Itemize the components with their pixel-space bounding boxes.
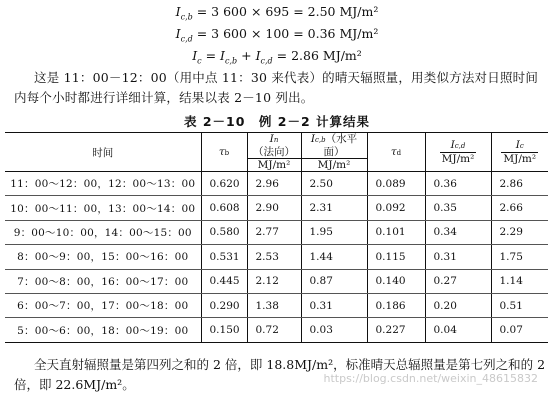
- cell-tau-b: 0.580: [201, 220, 247, 244]
- eq-rhs: = I: [205, 48, 225, 63]
- header-ic: [491, 133, 548, 172]
- cell-icd: 0.34: [425, 220, 491, 244]
- cell-icd: 0.35: [425, 196, 491, 220]
- header-in-unit: MJ/m²: [257, 159, 291, 171]
- header-ic-sub: c: [519, 142, 524, 150]
- cell-in: 0.72: [247, 318, 301, 342]
- cell-tau-d: 0.140: [367, 269, 425, 293]
- cell-time: 10：00～11：00，13：00～14：00: [5, 196, 201, 220]
- cell-icb: 0.03: [301, 318, 367, 342]
- header-in: [247, 133, 301, 172]
- header-tau-b: [201, 133, 247, 172]
- header-ic-unit: MJ/m²: [503, 153, 537, 165]
- header-icd-symbol: I: [450, 139, 455, 151]
- cell-tau-d: 0.227: [367, 318, 425, 342]
- header-icd: [425, 133, 491, 172]
- cell-tau-d: 0.101: [367, 220, 425, 244]
- cell-icd: 0.31: [425, 245, 491, 269]
- header-tau-d-sub: d: [396, 149, 402, 157]
- header-tau-b-sub: b: [224, 149, 230, 157]
- cell-in: 1.38: [247, 293, 301, 317]
- cell-time: 6：00～7：00，17：00～18：00: [5, 293, 201, 317]
- eq-lhs-sub: c,b: [180, 12, 193, 22]
- header-in-sub: n: [273, 136, 279, 144]
- eq-lhs: I: [175, 4, 181, 19]
- table-row: [5, 172, 548, 196]
- cell-ic: 2.29: [491, 220, 548, 244]
- table-row: [5, 293, 548, 317]
- cell-icb: 1.44: [301, 245, 367, 269]
- cell-tau-b: 0.445: [201, 269, 247, 293]
- eq-rhs-sub: c,d: [260, 56, 273, 66]
- eq-rhs-end: = 2.86 MJ/m²: [272, 48, 362, 63]
- cell-time: 7：00～8：00，16：00～17：00: [5, 269, 201, 293]
- header-icb: [301, 133, 367, 172]
- cell-icb: 1.95: [301, 220, 367, 244]
- eq-rhs: = 3 600 × 100 = 0.36 MJ/m²: [196, 26, 379, 41]
- summary-paragraph: 全天直射辐照量是第四列之和的 2 倍，即 18.8MJ/m²，标准晴天总辐照量是第七列之和的 2 倍，即 22.6MJ/m²。: [14, 357, 546, 392]
- cell-tau-d: 0.115: [367, 245, 425, 269]
- cell-in: 2.12: [247, 269, 301, 293]
- cell-in: 2.77: [247, 220, 301, 244]
- cell-time: 5：00～6：00，18：00～19：00: [5, 318, 201, 342]
- header-icb-text: （水平面）: [323, 133, 358, 158]
- header-icd-sub: c,d: [454, 142, 466, 150]
- header-icd-unit: MJ/m²: [441, 153, 475, 165]
- header-ic-symbol: I: [515, 139, 520, 151]
- cell-tau-b: 0.150: [201, 318, 247, 342]
- cell-tau-b: 0.608: [201, 196, 247, 220]
- cell-icb: 0.31: [301, 293, 367, 317]
- header-icb-unit: MJ/m²: [317, 159, 351, 171]
- cell-icd: 0.20: [425, 293, 491, 317]
- eq-lhs: I: [175, 26, 181, 41]
- header-tau-b-symbol: τ: [218, 146, 225, 158]
- cell-icd: 0.27: [425, 269, 491, 293]
- cell-ic: 1.14: [491, 269, 548, 293]
- header-icb-sub: c,b: [315, 136, 326, 144]
- table-row: [5, 245, 548, 269]
- cell-icd: 0.04: [425, 318, 491, 342]
- cell-tau-d: 0.092: [367, 196, 425, 220]
- cell-icb: 2.50: [301, 172, 367, 196]
- equation-ic: [0, 48, 554, 66]
- results-table: [5, 132, 548, 343]
- header-tau-d-symbol: τ: [390, 146, 397, 158]
- header-tau-d: [367, 133, 425, 172]
- eq-rhs-mid: + I: [237, 48, 261, 63]
- header-in-text: （法向）: [253, 146, 295, 158]
- cell-time: 8：00～9：00，15：00～16：00: [5, 245, 201, 269]
- table-header-row: [5, 133, 548, 172]
- header-time: 时间: [5, 133, 201, 172]
- cell-tau-b: 0.620: [201, 172, 247, 196]
- cell-icb: 0.87: [301, 269, 367, 293]
- table-row: [5, 220, 548, 244]
- cell-ic: 0.07: [491, 318, 548, 342]
- eq-rhs: = 3 600 × 695 = 2.50 MJ/m²: [196, 4, 379, 19]
- table-caption: 表 2－10 例 2－2 计算结果: [183, 114, 371, 129]
- equation-icb: [0, 4, 554, 22]
- eq-rhs-sub: c,b: [225, 56, 238, 66]
- cell-ic: 1.75: [491, 245, 548, 269]
- cell-in: 2.90: [247, 196, 301, 220]
- cell-time: 11：00～12：00，12：00～13：00: [5, 172, 201, 196]
- table-row: [5, 269, 548, 293]
- cell-ic: 2.86: [491, 172, 548, 196]
- header-icb-symbol: I: [310, 133, 315, 145]
- intro-paragraph: 这是 11：00－12：00（用中点 11：30 来代表）的晴天辐照量，用类似方法对日照时间内每个小时都进行详细计算，结果以表 2－10 列出。: [14, 70, 539, 105]
- eq-lhs-sub: c: [197, 56, 202, 66]
- cell-in: 2.53: [247, 245, 301, 269]
- cell-tau-b: 0.290: [201, 293, 247, 317]
- eq-lhs: I: [192, 48, 198, 63]
- equation-icd: [0, 26, 554, 44]
- watermark-text: https://blog.csdn.net/weixin_48615832: [323, 372, 538, 385]
- cell-ic: 0.51: [491, 293, 548, 317]
- cell-icb: 2.31: [301, 196, 367, 220]
- header-in-symbol: I: [269, 133, 274, 145]
- cell-icd: 0.36: [425, 172, 491, 196]
- cell-tau-d: 0.186: [367, 293, 425, 317]
- cell-tau-b: 0.531: [201, 245, 247, 269]
- cell-in: 2.96: [247, 172, 301, 196]
- cell-time: 9：00～10：00，14：00～15：00: [5, 220, 201, 244]
- cell-tau-d: 0.089: [367, 172, 425, 196]
- cell-ic: 2.66: [491, 196, 548, 220]
- table-row: [5, 196, 548, 220]
- table-row: [5, 318, 548, 342]
- eq-lhs-sub: c,d: [180, 34, 193, 44]
